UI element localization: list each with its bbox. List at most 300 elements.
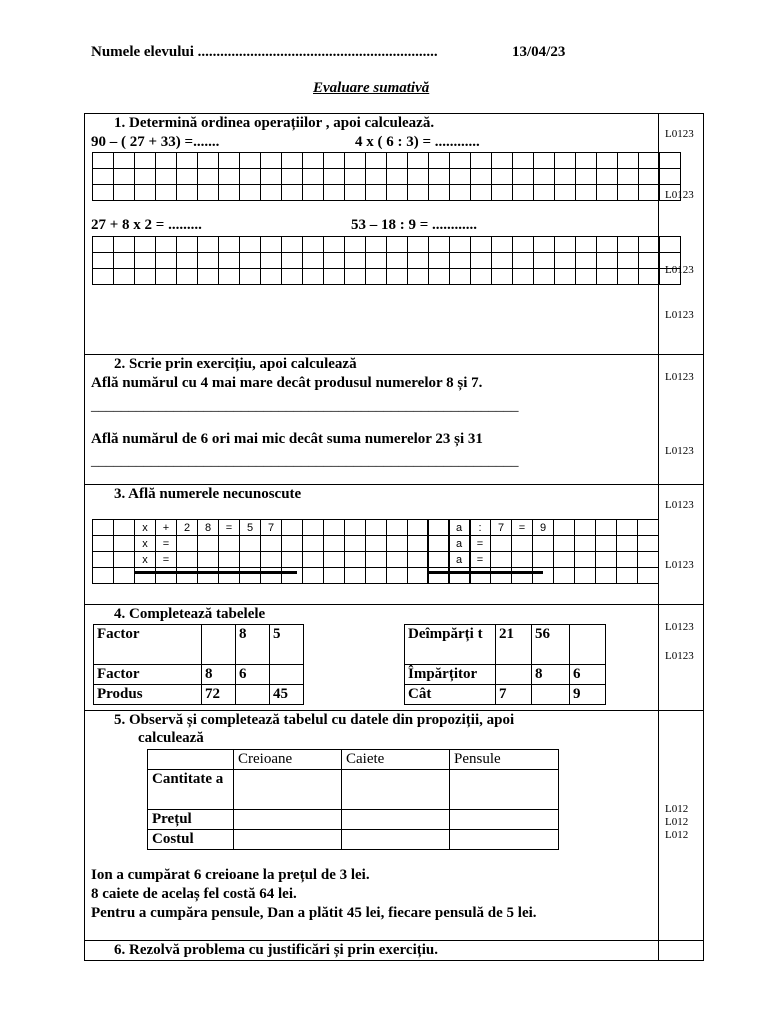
grid-cell[interactable] [534,237,555,253]
grid-cell[interactable] [575,520,596,536]
grid-cell[interactable] [576,153,597,169]
grid-cell[interactable] [408,520,429,536]
grid-cell[interactable] [345,269,366,285]
grid-cell[interactable] [639,237,660,253]
grid-cell[interactable] [660,169,681,185]
grid-cell[interactable] [596,536,617,552]
grid-cell[interactable] [114,552,135,568]
grid-cell[interactable] [639,153,660,169]
grid-cell[interactable] [282,568,303,584]
grid-cell[interactable] [575,568,596,584]
grid-cell[interactable] [617,536,638,552]
grid-cell[interactable] [533,552,554,568]
grid-cell[interactable] [198,269,219,285]
grid-cell[interactable] [282,237,303,253]
grid-cell[interactable] [638,536,659,552]
grid-cell[interactable] [219,169,240,185]
grid-cell[interactable] [554,568,575,584]
grid-cell[interactable] [303,568,324,584]
grid-cell[interactable] [429,237,450,253]
grid-cell[interactable] [408,185,429,201]
table-cell[interactable] [234,810,342,830]
level-label: L0123 [665,621,694,633]
grid-cell[interactable] [387,552,408,568]
grid-cell[interactable] [450,169,471,185]
grid-cell[interactable] [135,169,156,185]
grid-cell[interactable] [408,237,429,253]
grid-cell[interactable]: a [449,520,470,536]
grid-cell[interactable] [597,169,618,185]
grid-cell[interactable] [282,520,303,536]
grid-cell[interactable] [177,169,198,185]
grid-cell[interactable] [156,269,177,285]
grid-cell[interactable] [303,552,324,568]
grid-cell[interactable] [324,185,345,201]
grid-cell[interactable] [114,169,135,185]
grid-cell[interactable] [240,169,261,185]
grid-cell[interactable]: = [156,536,177,552]
grid-cell[interactable] [219,153,240,169]
grid-cell[interactable] [366,520,387,536]
grid-cell[interactable] [408,253,429,269]
grid-cell[interactable] [492,253,513,269]
grid-cell[interactable] [555,153,576,169]
grid-cell[interactable] [282,185,303,201]
grid-cell[interactable] [135,269,156,285]
grid-cell[interactable] [324,536,345,552]
grid-cell[interactable] [135,237,156,253]
grid-cell[interactable] [324,552,345,568]
grid-cell[interactable] [324,237,345,253]
grid-cell[interactable] [135,153,156,169]
table-cell[interactable] [236,685,270,705]
grid-cell[interactable]: a [449,536,470,552]
grid-cell[interactable] [219,253,240,269]
grid-cell[interactable] [408,536,429,552]
grid-cell[interactable] [114,153,135,169]
grid-cell[interactable]: + [156,520,177,536]
grid-cell[interactable]: 5 [240,520,261,536]
grid-cell[interactable] [492,185,513,201]
grid-cell[interactable]: = [512,520,533,536]
grid-cell[interactable] [429,253,450,269]
grid-cell[interactable]: = [219,520,240,536]
grid-cell[interactable] [618,169,639,185]
grid-cell[interactable]: : [470,520,491,536]
grid-cell[interactable] [429,269,450,285]
grid-cell[interactable] [575,536,596,552]
table-cell[interactable] [234,830,342,850]
grid-cell[interactable] [198,153,219,169]
grid-cell[interactable] [492,237,513,253]
grid-cell[interactable] [303,169,324,185]
grid-cell[interactable] [282,269,303,285]
grid-cell[interactable] [240,237,261,253]
grid-cell[interactable] [408,269,429,285]
table-cell[interactable] [342,770,450,810]
grid-cell[interactable]: a [449,552,470,568]
grid-cell[interactable] [324,169,345,185]
grid-cell[interactable] [114,237,135,253]
table-cell[interactable] [450,830,559,850]
grid-cell[interactable] [366,153,387,169]
table-cell[interactable] [202,625,236,665]
grid-cell[interactable] [491,536,512,552]
level-label: L0123 [665,309,694,321]
level-label: L012 [665,829,689,841]
table-cell[interactable] [342,810,450,830]
grid-cell[interactable] [554,552,575,568]
grid-cell[interactable]: 8 [198,520,219,536]
grid-cell[interactable] [198,169,219,185]
grid-cell[interactable] [408,169,429,185]
grid-cell[interactable] [429,185,450,201]
grid-cell[interactable] [219,552,240,568]
grid-cell[interactable] [491,552,512,568]
grid-cell[interactable] [93,269,114,285]
grid-cell[interactable] [492,153,513,169]
grid-cell[interactable] [534,269,555,285]
grid-cell[interactable] [324,269,345,285]
ex5-title-line-1: 5. Observă și completează tabelul cu datele din propoziții, apoi [114,712,515,728]
grid-cell[interactable] [366,253,387,269]
table-cell[interactable] [342,830,450,850]
grid-cell[interactable] [324,153,345,169]
grid-cell[interactable] [303,520,324,536]
table-cell[interactable] [270,665,304,685]
grid-cell[interactable] [555,185,576,201]
grid-cell[interactable] [261,185,282,201]
grid-cell[interactable] [93,185,114,201]
grid-cell[interactable] [366,269,387,285]
grid-cell[interactable] [177,237,198,253]
grid-cell[interactable] [596,568,617,584]
grid-cell[interactable] [492,169,513,185]
grid-cell[interactable] [198,536,219,552]
grid-cell[interactable]: 9 [533,520,554,536]
grid-cell[interactable] [240,552,261,568]
grid-cell[interactable] [387,169,408,185]
grid-cell[interactable] [303,269,324,285]
grid-cell[interactable] [387,185,408,201]
grid-cell[interactable] [345,552,366,568]
grid-cell[interactable] [555,253,576,269]
grid-cell[interactable] [512,552,533,568]
grid-cell[interactable] [261,253,282,269]
grid-cell[interactable] [618,269,639,285]
grid-cell[interactable] [618,253,639,269]
grid-cell[interactable] [408,153,429,169]
grid-cell[interactable] [513,169,534,185]
table-cell[interactable] [450,810,559,830]
grid-cell[interactable] [303,253,324,269]
grid-cell[interactable] [449,568,470,584]
grid-cell[interactable] [324,520,345,536]
grid-cell[interactable] [303,185,324,201]
grid-cell[interactable] [93,169,114,185]
grid-cell[interactable] [575,552,596,568]
grid-cell[interactable] [387,153,408,169]
grid-cell[interactable] [177,185,198,201]
grid-cell[interactable] [366,536,387,552]
grid-cell[interactable] [617,552,638,568]
grid-cell[interactable] [450,185,471,201]
grid-cell[interactable]: = [470,552,491,568]
grid-cell[interactable] [660,153,681,169]
grid-cell[interactable] [282,536,303,552]
grid-cell[interactable] [345,185,366,201]
grid-cell[interactable] [282,153,303,169]
grid-cell[interactable] [429,153,450,169]
grid-cell[interactable] [618,185,639,201]
grid-cell[interactable] [387,253,408,269]
table-row-label: Împărțitor [405,665,496,685]
grid-cell[interactable] [533,568,554,584]
grid-cell[interactable] [618,153,639,169]
grid-cell[interactable] [198,185,219,201]
grid-cell[interactable] [471,185,492,201]
grid-cell[interactable] [492,269,513,285]
grid-cell[interactable] [261,568,282,584]
grid-cell[interactable] [513,269,534,285]
grid-cell[interactable] [596,552,617,568]
grid-cell[interactable] [597,237,618,253]
grid-cell[interactable]: 2 [177,520,198,536]
table-row-label: Factor [94,665,202,685]
grid-cell[interactable] [156,185,177,201]
grid-cell[interactable] [282,552,303,568]
grid-cell[interactable] [387,269,408,285]
grid-cell[interactable] [240,536,261,552]
grid-cell[interactable] [345,169,366,185]
grid-cell[interactable] [303,153,324,169]
grid-cell[interactable] [240,185,261,201]
grid-cell[interactable] [617,568,638,584]
table-cell[interactable] [570,625,606,665]
grid-cell[interactable] [638,552,659,568]
grid-cell[interactable] [450,253,471,269]
ex2-answer-line-1[interactable]: _________________________________________________________ [91,398,519,414]
table-row-label: Cât [405,685,496,705]
table-cell[interactable] [234,770,342,810]
grid-cell[interactable] [533,536,554,552]
grid-cell[interactable] [114,269,135,285]
grid-cell[interactable] [534,169,555,185]
grid-cell[interactable] [345,520,366,536]
grid-cell[interactable] [555,169,576,185]
grid-cell[interactable] [93,253,114,269]
grid-cell[interactable] [534,153,555,169]
grid-cell[interactable] [261,536,282,552]
grid-cell[interactable] [93,568,114,584]
grid-cell[interactable] [345,568,366,584]
grid-cell[interactable] [597,269,618,285]
grid-cell[interactable] [429,169,450,185]
grid-cell[interactable] [219,237,240,253]
grid-cell[interactable] [345,237,366,253]
grid-cell[interactable] [177,153,198,169]
grid-cell[interactable] [114,185,135,201]
grid-cell[interactable] [513,253,534,269]
grid-cell[interactable] [93,536,114,552]
grid-cell[interactable] [470,568,491,584]
grid-cell[interactable] [177,536,198,552]
grid-cell[interactable] [639,185,660,201]
grid-cell[interactable] [513,237,534,253]
grid-cell[interactable] [366,169,387,185]
grid-cell[interactable] [114,568,135,584]
grid-cell[interactable] [240,153,261,169]
grid-cell[interactable] [135,253,156,269]
grid-cell[interactable] [471,253,492,269]
grid-cell[interactable]: = [156,552,177,568]
grid-cell[interactable] [156,568,177,584]
grid-cell[interactable] [534,253,555,269]
table-cell[interactable] [532,685,570,705]
grid-cell[interactable] [240,568,261,584]
grid-cell[interactable] [261,552,282,568]
grid-cell[interactable] [638,568,659,584]
grid-cell[interactable] [428,552,449,568]
grid-cell[interactable] [219,536,240,552]
grid-cell[interactable] [555,269,576,285]
grid-cell[interactable] [534,185,555,201]
grid-cell[interactable] [177,552,198,568]
grid-cell[interactable]: x [135,520,156,536]
grid-cell[interactable] [198,237,219,253]
grid-cell[interactable] [282,169,303,185]
grid-cell[interactable]: = [470,536,491,552]
ex3-grid-right [427,519,659,584]
grid-cell[interactable] [135,185,156,201]
grid-cell[interactable] [261,169,282,185]
grid-cell[interactable] [93,520,114,536]
grid-cell[interactable] [387,568,408,584]
grid-cell[interactable] [366,185,387,201]
grid-cell[interactable] [513,185,534,201]
grid-cell[interactable] [597,185,618,201]
grid-cell[interactable] [450,269,471,285]
grid-cell[interactable] [261,153,282,169]
grid-cell[interactable] [156,253,177,269]
grid-cell[interactable] [219,185,240,201]
grid-cell[interactable] [512,536,533,552]
grid-cell[interactable] [428,536,449,552]
table-cell[interactable] [496,665,532,685]
grid-cell[interactable] [261,269,282,285]
grid-cell[interactable] [450,237,471,253]
grid-cell[interactable] [366,568,387,584]
grid-cell[interactable] [387,237,408,253]
grid-cell[interactable] [93,237,114,253]
grid-cell[interactable] [156,237,177,253]
grid-cell[interactable] [554,520,575,536]
grid-cell[interactable] [135,568,156,584]
grid-cell[interactable] [198,552,219,568]
grid-cell[interactable] [576,185,597,201]
grid-cell[interactable] [324,253,345,269]
grid-cell[interactable] [240,269,261,285]
ex4-title: 4. Completează tabelele [114,606,266,622]
grid-cell[interactable] [324,568,345,584]
grid-cell[interactable] [596,520,617,536]
grid-cell[interactable] [198,253,219,269]
grid-cell[interactable] [387,520,408,536]
grid-cell[interactable] [576,253,597,269]
grid-cell[interactable] [450,153,471,169]
grid-cell[interactable] [639,253,660,269]
grid-cell[interactable] [471,169,492,185]
grid-cell[interactable] [198,568,219,584]
grid-cell[interactable] [177,253,198,269]
grid-cell[interactable] [240,253,261,269]
grid-cell[interactable] [177,269,198,285]
grid-cell[interactable] [639,269,660,285]
grid-cell[interactable] [366,237,387,253]
grid-cell[interactable] [471,153,492,169]
grid-cell[interactable] [345,253,366,269]
grid-cell[interactable] [114,520,135,536]
grid-cell[interactable] [303,536,324,552]
grid-cell[interactable] [282,253,303,269]
grid-cell[interactable] [156,169,177,185]
grid-cell[interactable] [261,237,282,253]
grid-cell[interactable] [177,568,198,584]
grid-cell[interactable] [93,153,114,169]
grid-cell[interactable] [345,536,366,552]
grid-cell[interactable] [513,153,534,169]
grid-cell[interactable] [618,237,639,253]
grid-cell[interactable] [114,253,135,269]
grid-cell[interactable] [576,237,597,253]
grid-cell[interactable] [576,169,597,185]
grid-cell[interactable] [428,520,449,536]
grid-cell[interactable] [554,536,575,552]
grid-cell[interactable] [93,552,114,568]
grid-cell[interactable] [639,169,660,185]
grid-cell[interactable] [345,153,366,169]
grid-cell[interactable] [471,269,492,285]
grid-cell[interactable] [219,568,240,584]
table-cell[interactable] [450,770,559,810]
grid-cell[interactable] [156,153,177,169]
ex2-answer-line-2[interactable]: _________________________________________________________ [91,453,519,469]
table-cell: 56 [532,625,570,665]
grid-cell[interactable] [408,568,429,584]
grid-cell[interactable]: 7 [491,520,512,536]
grid-cell[interactable] [114,536,135,552]
grid-cell[interactable]: x [135,536,156,552]
grid-cell[interactable] [617,520,638,536]
grid-cell[interactable] [597,253,618,269]
grid-cell[interactable] [491,568,512,584]
grid-cell[interactable] [660,237,681,253]
grid-cell[interactable]: 7 [261,520,282,536]
grid-cell[interactable] [512,568,533,584]
grid-cell[interactable] [303,237,324,253]
grid-cell[interactable] [597,153,618,169]
grid-cell[interactable]: x [135,552,156,568]
grid-cell[interactable] [638,520,659,536]
grid-cell[interactable] [408,552,429,568]
grid-cell[interactable] [219,269,240,285]
grid-cell[interactable] [576,269,597,285]
grid-cell[interactable] [555,237,576,253]
grid-cell[interactable] [366,552,387,568]
grid-cell[interactable] [387,536,408,552]
grid-cell[interactable] [471,237,492,253]
grid-cell[interactable] [428,568,449,584]
